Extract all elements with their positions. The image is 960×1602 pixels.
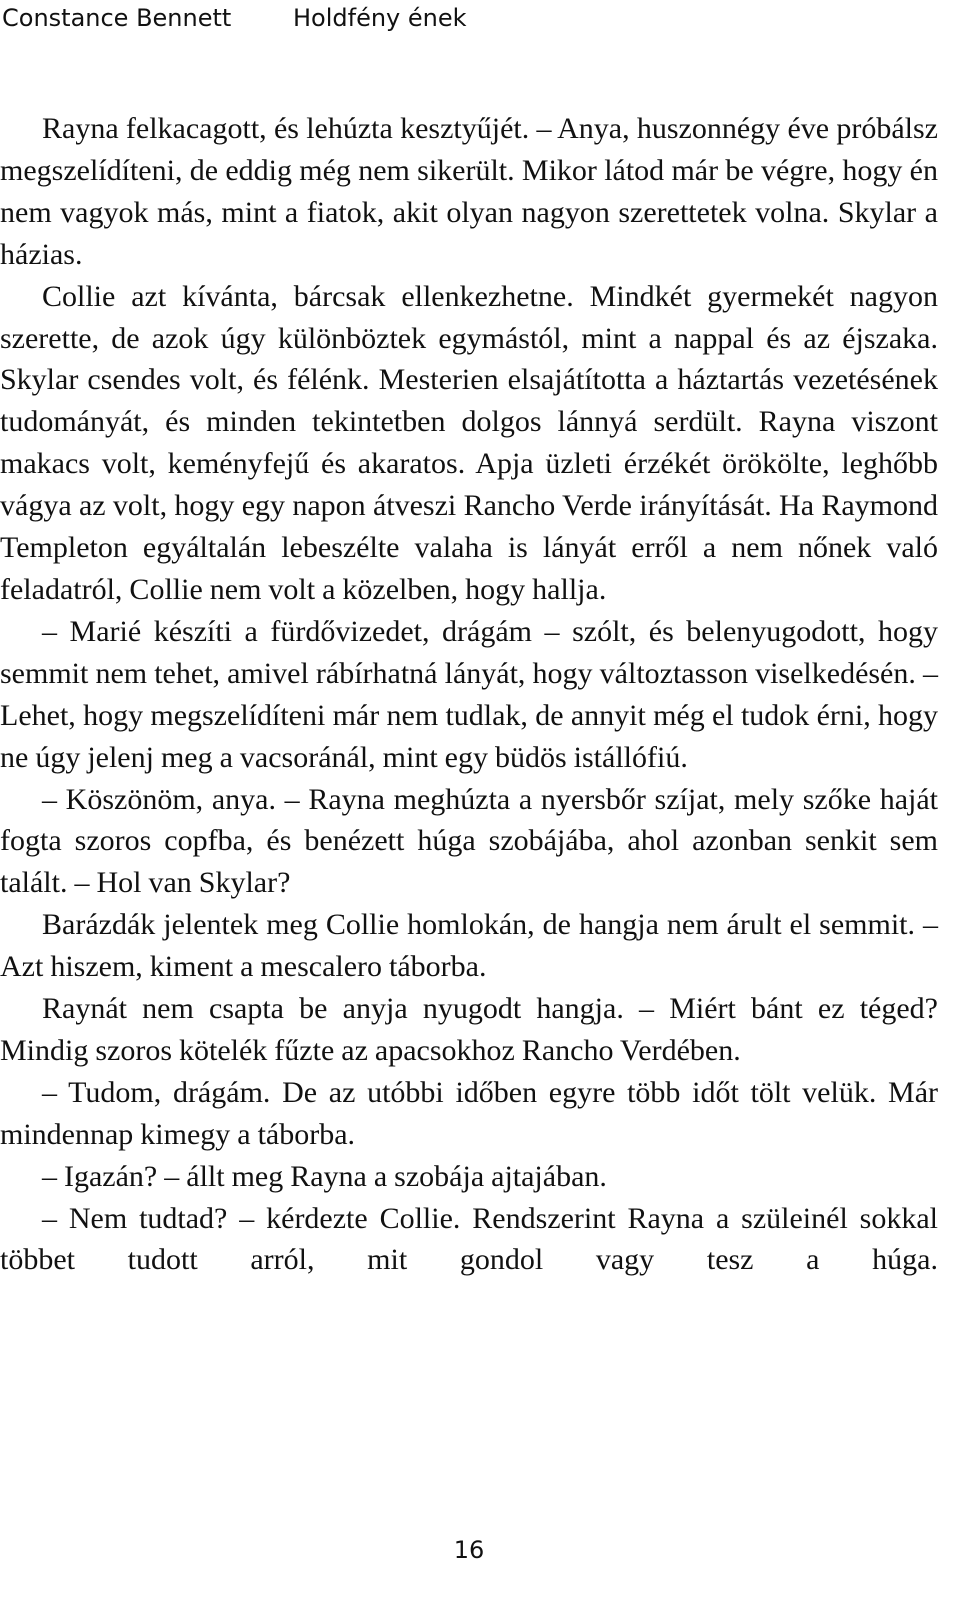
paragraph: – Nem tudtad? – kérdezte Collie. Rendszerint Rayna a szüleinél sokkal többet tudott arról, mit gondol vagy tesz a húga. [0,1201,938,1277]
page-number: 16 [453,1536,485,1564]
paragraph: – Marié készíti a fürdővizedet, drágám – szólt, és belenyugodott, hogy semmit nem tehet, amivel rábírhatná lányát, hogy változtasson viselkedésén. – Lehet, hogy megszelídíteni már nem tudlak, de annyit még el tudok érni, hogy ne úgy jelenj meg a vacsoránál, mint egy büdös istállófiú. [0,614,938,774]
paragraph: Rayna felkacagott, és lehúzta kesztyűjét. – Anya, huszonnégy éve próbálsz megszelídíteni, de eddig még nem sikerült. Mikor látod már be végre, hogy én nem vagyok más, mint a fiatok, akit olyan nagyon szerettetek volna. Skylar a házias. [0,112,938,271]
header-author: Constance Bennett [2,4,232,32]
page-body [0,108,938,1281]
paragraph: Collie azt kívánta, bárcsak ellenkezhetne. Mindkét gyermekét nagyon szerette, de azok úgy különböztek egymástól, mint a nappal és az éjszaka. Skylar csendes volt, és félénk. Mesterien elsajátította a háztartás vezetésének tudományát, és minden tekintetben dolgos lánnyá serdült. Rayna viszont makacs volt, keményfejű és akaratos. Apja üzleti érzékét örökölte, leghőbb vágya az volt, hogy egy napon átveszi Rancho Verde irányítását. Ha Raymond Templeton egyáltalán lebeszélte valaha is lányát erről a nem nőnek való feladatról, Collie nem volt a közelben, hogy hallja. [0,279,938,606]
paragraph: – Köszönöm, anya. – Rayna meghúzta a nyersbőr szíjat, mely szőke haját fogta szoros copfba, és benézett húga szobájába, ahol azonban senkit sem talált. – Hol van Skylar? [0,782,938,900]
paragraph: Barázdák jelentek meg Collie homlokán, de hangja nem árult el semmit. – Azt hiszem, kiment a mescalero táborba. [0,908,938,984]
running-header [0,0,960,36]
paragraph: – Igazán? – állt meg Rayna a szobája ajtajában. [42,1159,607,1193]
header-book-title: Holdfény ének [293,4,467,32]
paragraph: – Tudom, drágám. De az utóbbi időben egyre több időt tölt velük. Már mindennap kimegy a táborba. [0,1075,938,1151]
paragraph: Raynát nem csapta be anyja nyugodt hangja. – Miért bánt ez téged? Mindig szoros kötelék fűzte az apacsokhoz Rancho Verdében. [0,992,938,1067]
